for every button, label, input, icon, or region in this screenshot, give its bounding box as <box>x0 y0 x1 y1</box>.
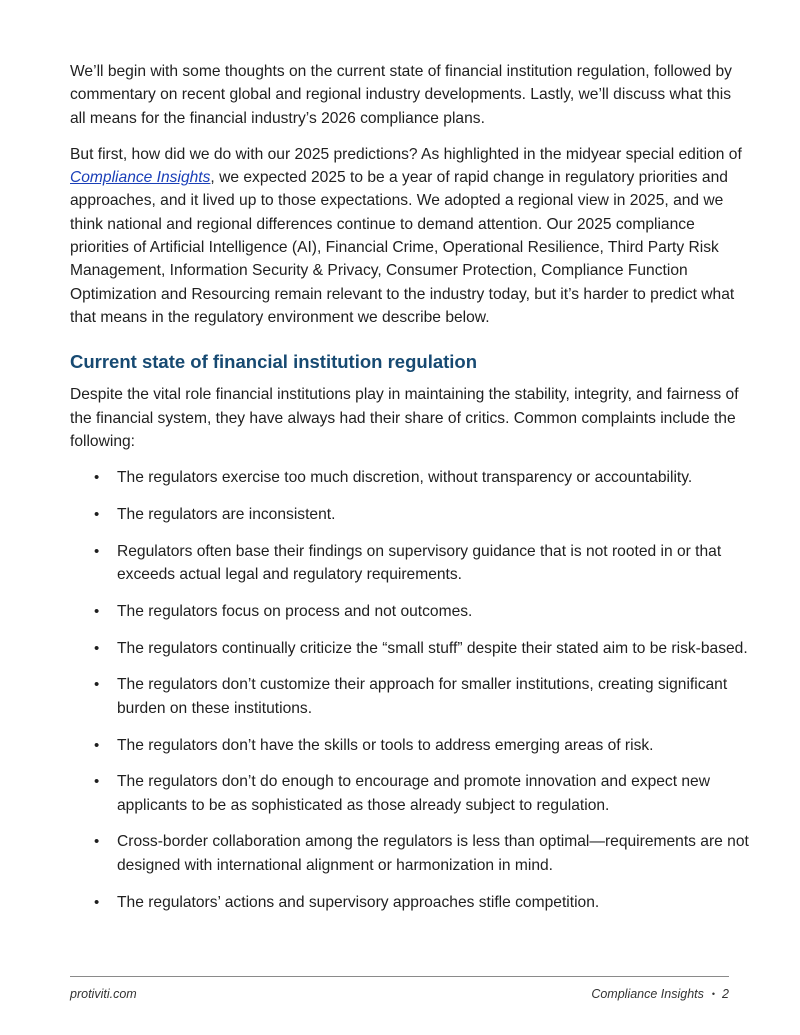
list-item <box>70 734 750 757</box>
list-item <box>70 540 750 587</box>
intro-paragraph-2 <box>70 143 750 329</box>
section-lead-paragraph: Despite the vital role financial institutions play in maintaining the stability, integrity, and fairness of the financial system, they have always had their share of critics. Common complaints include the following: <box>70 386 739 450</box>
footer-page-info <box>591 987 729 1001</box>
list-item <box>70 673 750 720</box>
footer-publication: Compliance Insights <box>591 987 704 1001</box>
list-item-text: Cross-border collaboration among the regulators is less than optimal—requirements are not designed with international alignment or harmonization in mind. <box>117 833 749 874</box>
list-item-text: The regulators don’t have the skills or tools to address emerging areas of risk. <box>117 736 654 754</box>
page-footer <box>70 976 729 1001</box>
footer-site: protiviti.com <box>70 987 137 1001</box>
footer-separator: • <box>711 989 716 999</box>
bullet-icon: • <box>94 639 100 657</box>
list-item <box>70 503 750 526</box>
intro-paragraph-2-text-end: , we expected 2025 to be a year of rapid change in regulatory priorities and approaches, and it lived up to those expectations. We adopted a regional view in 2025, and we think national and regional differences continue to demand attention. Our 2025 compliance priorities of Artificial Intelligence (AI), Financial Crime, Operational Resilience, Third Party Risk Management, Information Security & Privacy, Consumer Protection, Compliance Function Optimization and Resourcing remain relevant to the industry today, but it’s harder to predict what that means in the regulatory environment we describe below. <box>70 169 735 326</box>
list-item-text: The regulators focus on process and not outcomes. <box>117 602 473 620</box>
document-page <box>70 60 750 927</box>
compliance-insights-link[interactable]: Compliance Insights <box>70 169 211 187</box>
list-item-text: The regulators continually criticize the “small stuff” despite their stated aim to be risk-based. <box>117 639 748 657</box>
list-item-text: The regulators don’t do enough to encourage and promote innovation and expect new applicants to be as sophisticated as those already subject to regulation. <box>117 773 710 814</box>
list-item <box>70 466 750 489</box>
bullet-icon: • <box>94 542 100 560</box>
bullet-icon: • <box>94 736 100 754</box>
list-item-text: The regulators are inconsistent. <box>117 505 336 523</box>
list-item <box>70 891 750 914</box>
bullet-icon: • <box>94 833 100 851</box>
bullet-icon: • <box>94 676 100 694</box>
list-item-text: The regulators’ actions and supervisory approaches stifle competition. <box>117 893 600 911</box>
bullet-icon: • <box>94 469 100 487</box>
list-item <box>70 637 750 660</box>
bullet-icon: • <box>94 602 100 620</box>
intro-paragraph-1: We’ll begin with some thoughts on the current state of financial institution regulation, followed by commentary on recent global and regional industry developments. Lastly, we’ll discuss what this all means for the financial industry’s 2026 compliance plans. <box>70 63 732 127</box>
bullet-icon: • <box>94 893 100 911</box>
bullet-icon: • <box>94 505 100 523</box>
footer-page-number: 2 <box>722 987 729 1001</box>
list-item-text: The regulators exercise too much discretion, without transparency or accountability. <box>117 469 693 487</box>
complaints-list <box>70 466 750 914</box>
intro-paragraph-2-text-start: But first, how did we do with our 2025 predictions? As highlighted in the midyear special edition of <box>70 145 742 163</box>
list-item-text: Regulators often base their findings on supervisory guidance that is not rooted in or that exceeds actual legal and regulatory requirements. <box>117 542 722 584</box>
list-item <box>70 600 750 623</box>
list-item-text: The regulators don’t customize their approach for smaller institutions, creating significant burden on these institutions. <box>117 676 728 717</box>
list-item <box>70 770 750 817</box>
section-heading: Current state of financial institution regulation <box>70 351 478 373</box>
list-item <box>70 830 750 877</box>
bullet-icon: • <box>94 773 100 791</box>
